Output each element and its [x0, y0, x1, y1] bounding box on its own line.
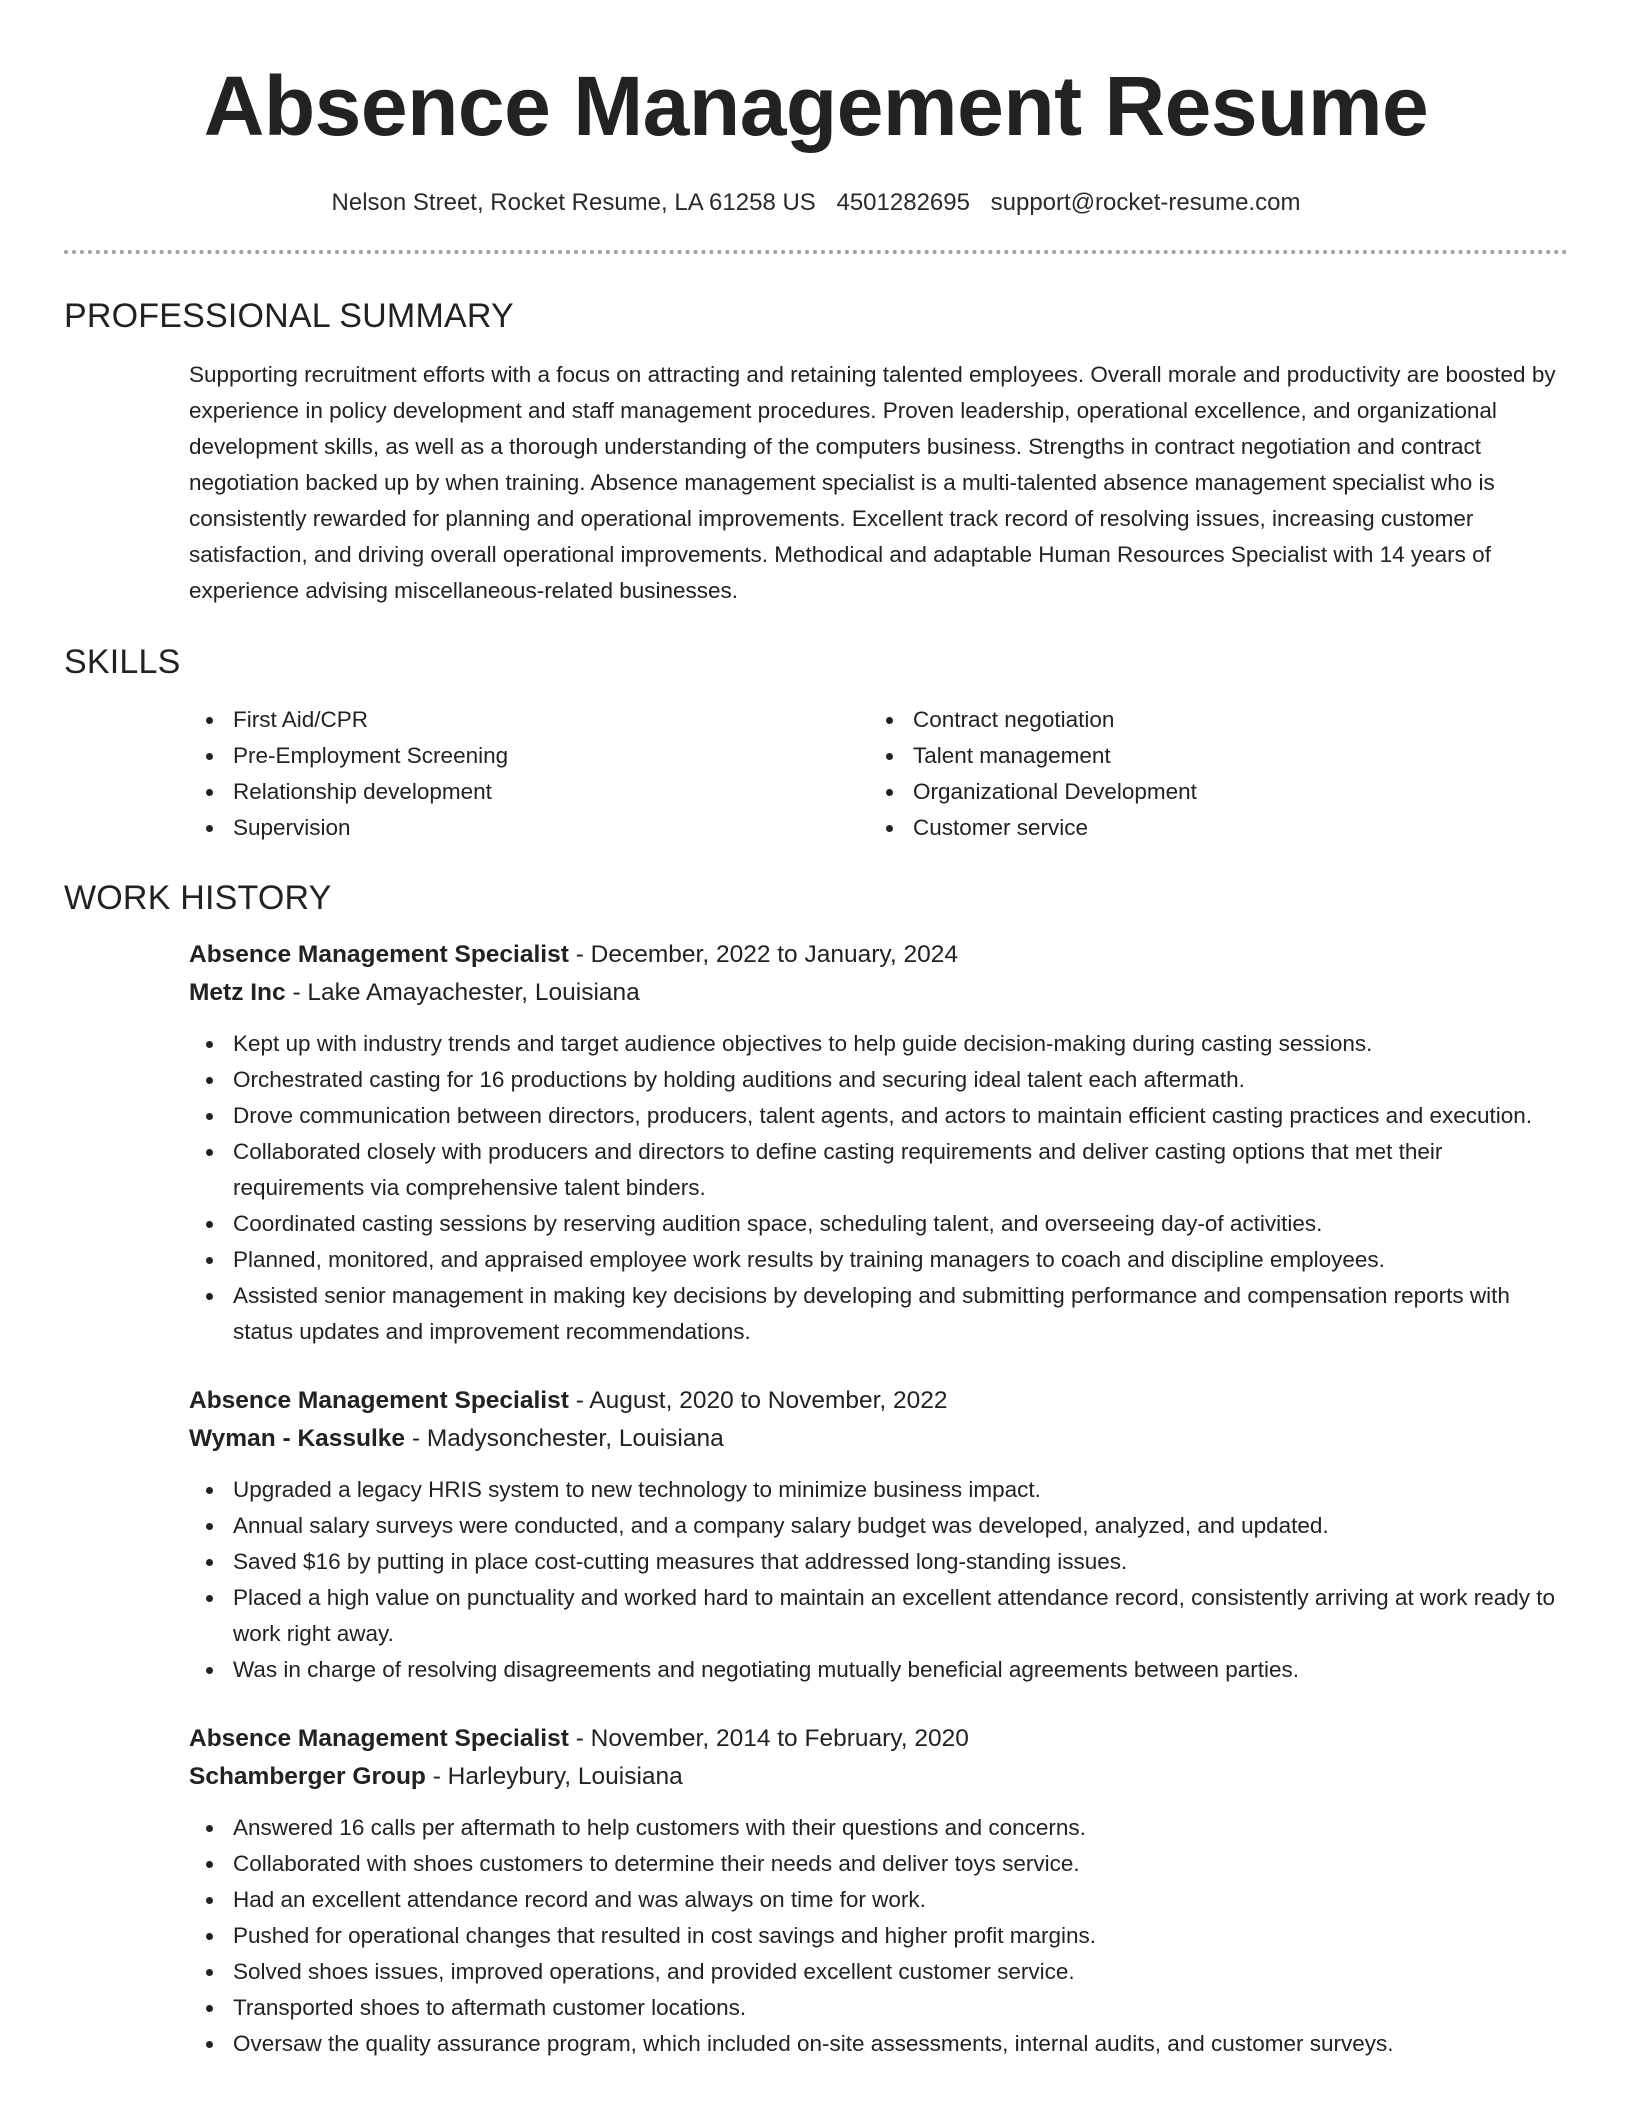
job-bullet: Upgraded a legacy HRIS system to new technology to minimize business impact. [189, 1472, 1568, 1508]
skills-grid [189, 702, 1568, 846]
job-bullet: Solved shoes issues, improved operations, and provided excellent customer service. [189, 1954, 1568, 1990]
job-title: Absence Management Specialist [189, 941, 569, 968]
skill-item: Talent management [869, 738, 1549, 774]
job-dates: - December, 2022 to January, 2024 [568, 941, 958, 968]
resume-header [0, 0, 1632, 218]
job-bullet: Pushed for operational changes that resulted in cost savings and higher profit margins. [189, 1918, 1568, 1954]
page-title: Absence Management Resume [203, 59, 1429, 153]
job-bullets [189, 1026, 1568, 1350]
address-text: Nelson Street, Rocket Resume, LA 61258 US [331, 189, 816, 216]
company-location: - Harleybury, Louisiana [425, 1763, 683, 1790]
job-bullet: Answered 16 calls per aftermath to help customers with their questions and concerns. [189, 1810, 1568, 1846]
phone-text: 4501282695 [836, 189, 970, 216]
skills-column-right [869, 702, 1549, 846]
section-heading: WORK HISTORY [64, 879, 332, 917]
job-bullet: Had an excellent attendance record and was always on time for work. [189, 1882, 1568, 1918]
summary-body [189, 357, 1568, 609]
job-bullet: Transported shoes to aftermath customer locations. [189, 1990, 1568, 2026]
company-location: - Madysonchester, Louisiana [405, 1425, 724, 1452]
skills-list [869, 702, 1549, 846]
job-bullet: Saved $16 by putting in place cost-cutting measures that addressed long-standing issues. [189, 1544, 1568, 1580]
job-entry [189, 936, 1568, 1350]
job-bullet: Assisted senior management in making key decisions by developing and submitting performance and compensation reports with status updates and improvement recommendations. [189, 1278, 1568, 1350]
job-bullets [189, 1810, 1568, 2062]
skill-item: Pre-Employment Screening [189, 738, 869, 774]
job-dates: - August, 2020 to November, 2022 [568, 1387, 948, 1414]
job-title-line [189, 1720, 1568, 1758]
skill-item: Supervision [189, 810, 869, 846]
job-entry [189, 1382, 1568, 1688]
section-heading: SKILLS [64, 643, 181, 681]
job-bullet: Drove communication between directors, producers, talent agents, and actors to maintain efficient casting practices and execution. [189, 1098, 1568, 1134]
skills-column-left [189, 702, 869, 846]
job-entry [189, 1720, 1568, 2062]
company-name: Wyman - Kassulke [189, 1425, 406, 1452]
job-dates: - November, 2014 to February, 2020 [568, 1725, 969, 1752]
company-location: - Lake Amayachester, Louisiana [285, 979, 640, 1006]
email-text: support@rocket-resume.com [990, 189, 1301, 216]
job-bullet: Annual salary surveys were conducted, and a company salary budget was developed, analyzed, and updated. [189, 1508, 1568, 1544]
company-name: Metz Inc [189, 979, 286, 1006]
skill-item: First Aid/CPR [189, 702, 869, 738]
skill-item: Relationship development [189, 774, 869, 810]
job-bullet: Collaborated closely with producers and directors to define casting requirements and deliver casting options that met their requirements via comprehensive talent binders. [189, 1134, 1568, 1206]
job-title-line [189, 1382, 1568, 1420]
skill-item: Customer service [869, 810, 1549, 846]
job-company-line [189, 1758, 1568, 1796]
job-bullet: Planned, monitored, and appraised employee work results by training managers to coach and discipline employees. [189, 1242, 1568, 1278]
summary-text: Supporting recruitment efforts with a focus on attracting and retaining talented employees. Overall morale and productivity are boosted by experience in policy development and staff management procedures. Proven leadership, operational excellence, and organizational development skills, as well as a thorough understanding of the computers business. Strengths in contract negotiation and contract negotiation backed up by when training. Absence management specialist is a multi-talented absence management specialist who is consistently rewarded for planning and operational improvements. Excellent track record of resolving issues, increasing customer satisfaction, and driving overall operational improvements. Methodical and adaptable Human Resources Specialist with 14 years of experience advising miscellaneous-related businesses. [189, 362, 1556, 603]
header-divider [64, 250, 1568, 254]
job-bullets [189, 1472, 1568, 1688]
job-bullet: Was in charge of resolving disagreements and negotiating mutually beneficial agreements between parties. [189, 1652, 1568, 1688]
skills-section [64, 642, 1568, 846]
skill-item: Contract negotiation [869, 702, 1549, 738]
job-company-line [189, 1420, 1568, 1458]
company-name: Schamberger Group [189, 1763, 426, 1790]
skills-list [189, 702, 869, 846]
skill-item: Organizational Development [869, 774, 1549, 810]
job-bullet: Placed a high value on punctuality and worked hard to maintain an excellent attendance record, consistently arriving at work ready to work right away. [189, 1580, 1568, 1652]
job-bullet: Kept up with industry trends and target audience objectives to help guide decision-making during casting sessions. [189, 1026, 1568, 1062]
work-history-section [64, 878, 1568, 2062]
job-bullet: Oversaw the quality assurance program, which included on-site assessments, internal audits, and customer surveys. [189, 2026, 1568, 2062]
job-title: Absence Management Specialist [189, 1725, 569, 1752]
section-heading: PROFESSIONAL SUMMARY [64, 297, 514, 335]
job-company-line [189, 974, 1568, 1012]
job-bullet: Orchestrated casting for 16 productions by holding auditions and securing ideal talent each aftermath. [189, 1062, 1568, 1098]
contact-line [0, 188, 1632, 218]
professional-summary-section [64, 296, 1568, 609]
job-bullet: Collaborated with shoes customers to determine their needs and deliver toys service. [189, 1846, 1568, 1882]
job-title: Absence Management Specialist [189, 1387, 569, 1414]
job-title-line [189, 936, 1568, 974]
job-bullet: Coordinated casting sessions by reserving audition space, scheduling talent, and overseeing day-of activities. [189, 1206, 1568, 1242]
